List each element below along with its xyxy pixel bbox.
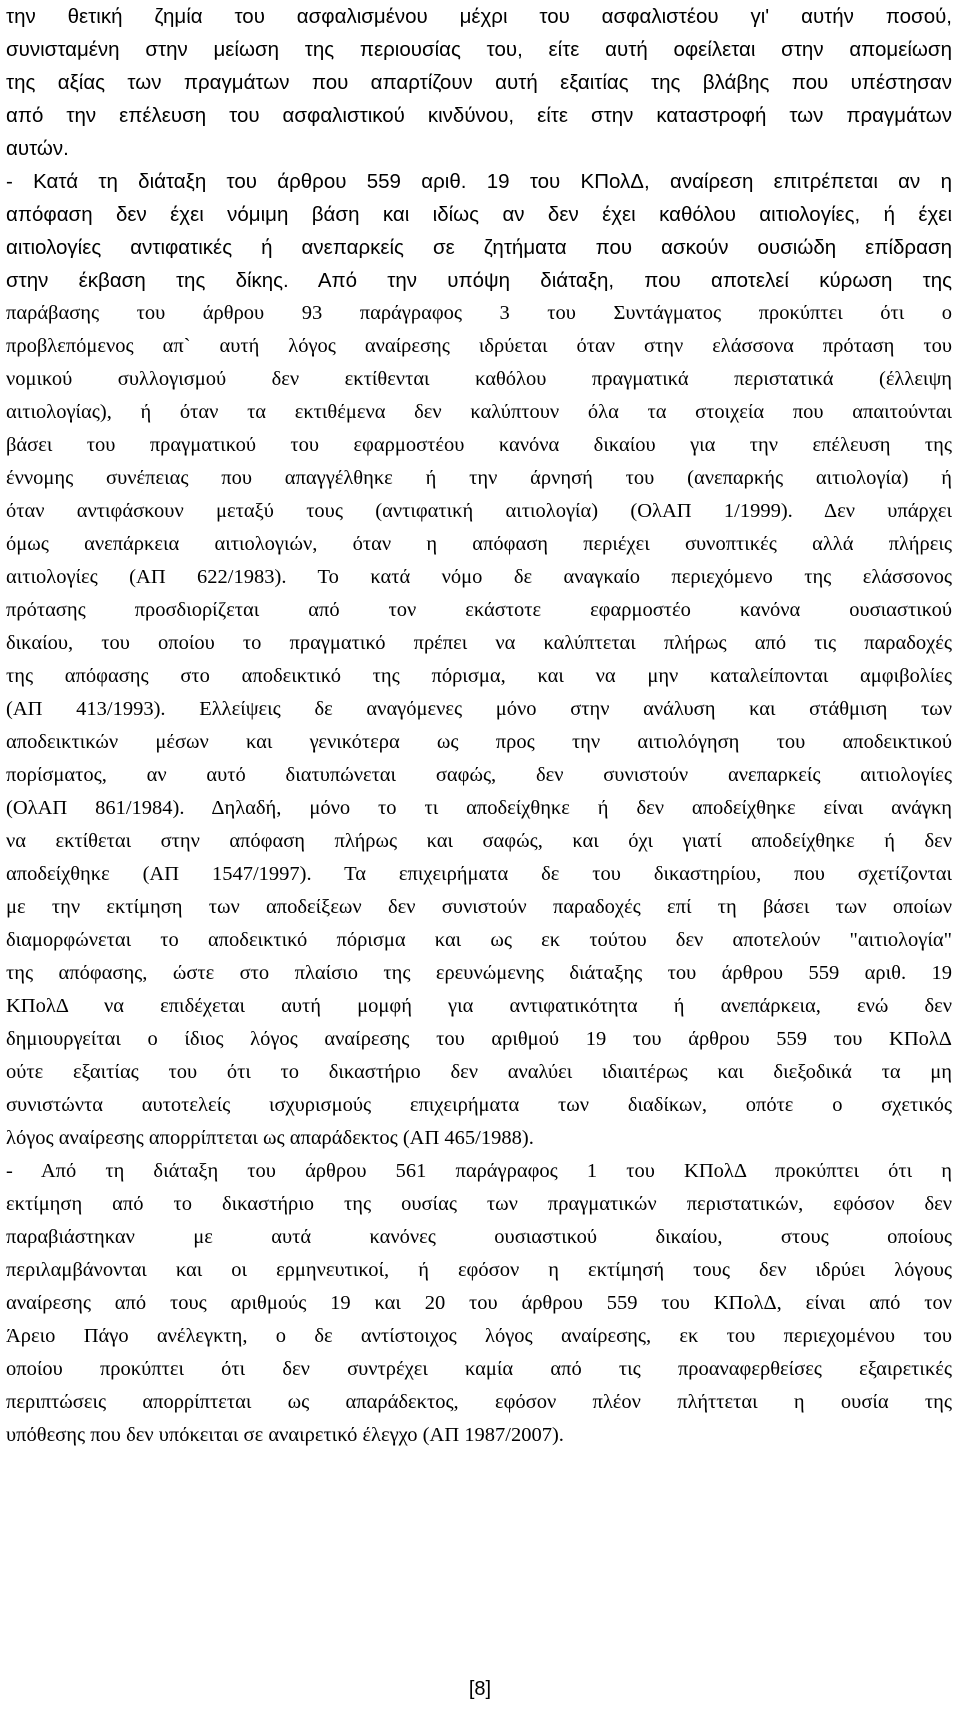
text-line: στην έκβαση της δίκης. Από την υπόψη διάταξη, που αποτελεί κύρωση της bbox=[6, 269, 952, 292]
text-line: προβλεπόμενος απ` αυτή λόγος αναίρεσης ιδρύεται όταν στην ελάσσονα πρόταση του bbox=[6, 335, 952, 357]
text-line: (ΑΠ 413/1993). Ελλείψεις δε αναγόμενες μόνο στην ανάλυση και στάθμιση των bbox=[6, 698, 952, 720]
text-line: την θετική ζημία του ασφαλισμένου μέχρι του ασφαλιστέου γι' αυτήν ποσού, bbox=[6, 5, 952, 28]
text-line: (ΟλΑΠ 861/1984). Δηλαδή, μόνο το τι αποδείχθηκε ή δεν αποδείχθηκε είναι ανάγκη bbox=[6, 797, 952, 819]
text-line: να εκτίθεται στην απόφαση πλήρως και σαφώς, και όχι γιατί αποδείχθηκε ή δεν bbox=[6, 830, 952, 852]
text-line: παραβιάστηκαν με αυτά κανόνες ουσιαστικού δικαίου, στους οποίους bbox=[6, 1226, 952, 1248]
text-line: αποδεικτικών μέσων και γενικότερα ως προς την αιτιολόγηση του αποδεικτικού bbox=[6, 731, 952, 753]
text-line: περιλαμβάνονται και οι ερμηνευτικοί, ή εφόσον η εκτίμησή τους δεν ιδρύει λόγους bbox=[6, 1259, 952, 1281]
text-line: βάσει του πραγματικού του εφαρμοστέου κανόνα δικαίου για την επέλευση της bbox=[6, 434, 952, 456]
text-line: της απόφασης, ώστε στο πλαίσιο της ερευνώμενης διάταξης του άρθρου 559 αριθ. 19 bbox=[6, 962, 952, 984]
text-line: περιπτώσεις απορρίπτεται ως απαράδεκτος, εφόσον πλέον πλήττεται η ουσία της bbox=[6, 1391, 952, 1413]
text-line: αυτών. bbox=[6, 137, 69, 160]
text-line: συνιστώντα αυτοτελείς ισχυρισμούς επιχειρήματα των διαδίκων, οπότε ο σχετικός bbox=[6, 1094, 952, 1116]
text-line: δημιουργείται ο ίδιος λόγος αναίρεσης του αριθμού 19 του άρθρου 559 του ΚΠολΔ bbox=[6, 1028, 952, 1050]
text-line: έννομης συνέπειας που απαγγέλθηκε ή την άρνησή του (ανεπαρκής αιτιολογία) ή bbox=[6, 467, 952, 489]
text-line: Άρειο Πάγο ανέλεγκτη, ο δε αντίστοιχος λόγος αναίρεσης, εκ του περιεχομένου του bbox=[6, 1325, 952, 1347]
body-text bbox=[6, 0, 952, 1452]
page-number: [8] bbox=[468, 1678, 492, 1700]
text-line: συνισταμένη στην μείωση της περιουσίας του, είτε αυτή οφείλεται στην απομείωση bbox=[6, 38, 952, 61]
text-line: πορίσματος, αν αυτό διατυπώνεται σαφώς, δεν συνιστούν ανεπαρκείς αιτιολογίες bbox=[6, 764, 952, 786]
text-line: νομικού συλλογισμού δεν εκτίθενται καθόλου πραγματικά περιστατικά (έλλειψη bbox=[6, 368, 952, 390]
text-line: αποδείχθηκε (ΑΠ 1547/1997). Τα επιχειρήματα δε του δικαστηρίου, που σχετίζονται bbox=[6, 863, 952, 885]
text-line: όμως ανεπάρκεια αιτιολογιών, όταν η απόφαση περιέχει συνοπτικές αλλά πλήρεις bbox=[6, 533, 952, 555]
text-line: διαμορφώνεται το αποδεικτικό πόρισμα και ως εκ τούτου δεν αποτελούν "αιτιολογία" bbox=[6, 929, 952, 951]
text-line: υπόθεσης που δεν υπόκειται σε αναιρετικό έλεγχο (ΑΠ 1987/2007). bbox=[6, 1424, 564, 1446]
text-line: πρότασης προσδιορίζεται από τον εκάστοτε εφαρμοστέο κανόνα ουσιαστικού bbox=[6, 599, 952, 621]
text-line: παράβασης του άρθρου 93 παράγραφος 3 του Συντάγματος προκύπτει ότι ο bbox=[6, 302, 952, 324]
text-line: - Κατά τη διάταξη του άρθρου 559 αριθ. 19 του ΚΠολΔ, αναίρεση επιτρέπεται αν η bbox=[6, 170, 952, 193]
text-line: αιτιολογίες αντιφατικές ή ανεπαρκείς σε ζητήματα που ασκούν ουσιώδη επίδραση bbox=[6, 236, 952, 259]
text-line: εκτίμηση από το δικαστήριο της ουσίας των πραγματικών περιστατικών, εφόσον δεν bbox=[6, 1193, 952, 1215]
text-line: αναίρεσης από τους αριθμούς 19 και 20 του άρθρου 559 του ΚΠολΔ, είναι από τον bbox=[6, 1292, 952, 1314]
text-line: οποίου προκύπτει ότι δεν συντρέχει καμία από τις προαναφερθείσες εξαιρετικές bbox=[6, 1358, 952, 1380]
text-line: όταν αντιφάσκουν μεταξύ τους (αντιφατική αιτιολογία) (ΟλΑΠ 1/1999). Δεν υπάρχει bbox=[6, 500, 952, 522]
text-line: από την επέλευση του ασφαλιστικού κινδύνου, είτε στην καταστροφή των πραγμάτων bbox=[6, 104, 952, 127]
text-line: δικαίου, του οποίου το πραγματικό πρέπει να καλύπτεται πλήρως από τις παραδοχές bbox=[6, 632, 952, 654]
text-line: απόφαση δεν έχει νόμιμη βάση και ιδίως αν δεν έχει καθόλου αιτιολογίες, ή έχει bbox=[6, 203, 952, 226]
text-line: αιτιολογίες (ΑΠ 622/1983). Το κατά νόμο δε αναγκαίο περιεχόμενο της ελάσσονος bbox=[6, 566, 952, 588]
text-line: ούτε εξαιτίας του ότι το δικαστήριο δεν αναλύει ιδιαιτέρως και διεξοδικά τα μη bbox=[6, 1061, 952, 1083]
text-line: ΚΠολΔ να επιδέχεται αυτή μομφή για αντιφατικότητα ή ανεπάρκεια, ενώ δεν bbox=[6, 995, 952, 1017]
text-line: της απόφασης στο αποδεικτικό της πόρισμα, και να μην καταλείπονται αμφιβολίες bbox=[6, 665, 952, 687]
text-line: με την εκτίμηση των αποδείξεων δεν συνιστούν παραδοχές επί τη βάσει των οποίων bbox=[6, 896, 952, 918]
text-line: της αξίας των πραγμάτων που απαρτίζουν αυτή εξαιτίας της βλάβης που υπέστησαν bbox=[6, 71, 952, 94]
text-line: λόγος αναίρεσης απορρίπτεται ως απαράδεκτος (ΑΠ 465/1988). bbox=[6, 1127, 534, 1149]
text-line: αιτιολογίας), ή όταν τα εκτιθέμενα δεν καλύπτουν όλα τα στοιχεία που απαιτούνται bbox=[6, 401, 952, 423]
text-line: - Από τη διάταξη του άρθρου 561 παράγραφος 1 του ΚΠολΔ προκύπτει ότι η bbox=[6, 1160, 952, 1182]
